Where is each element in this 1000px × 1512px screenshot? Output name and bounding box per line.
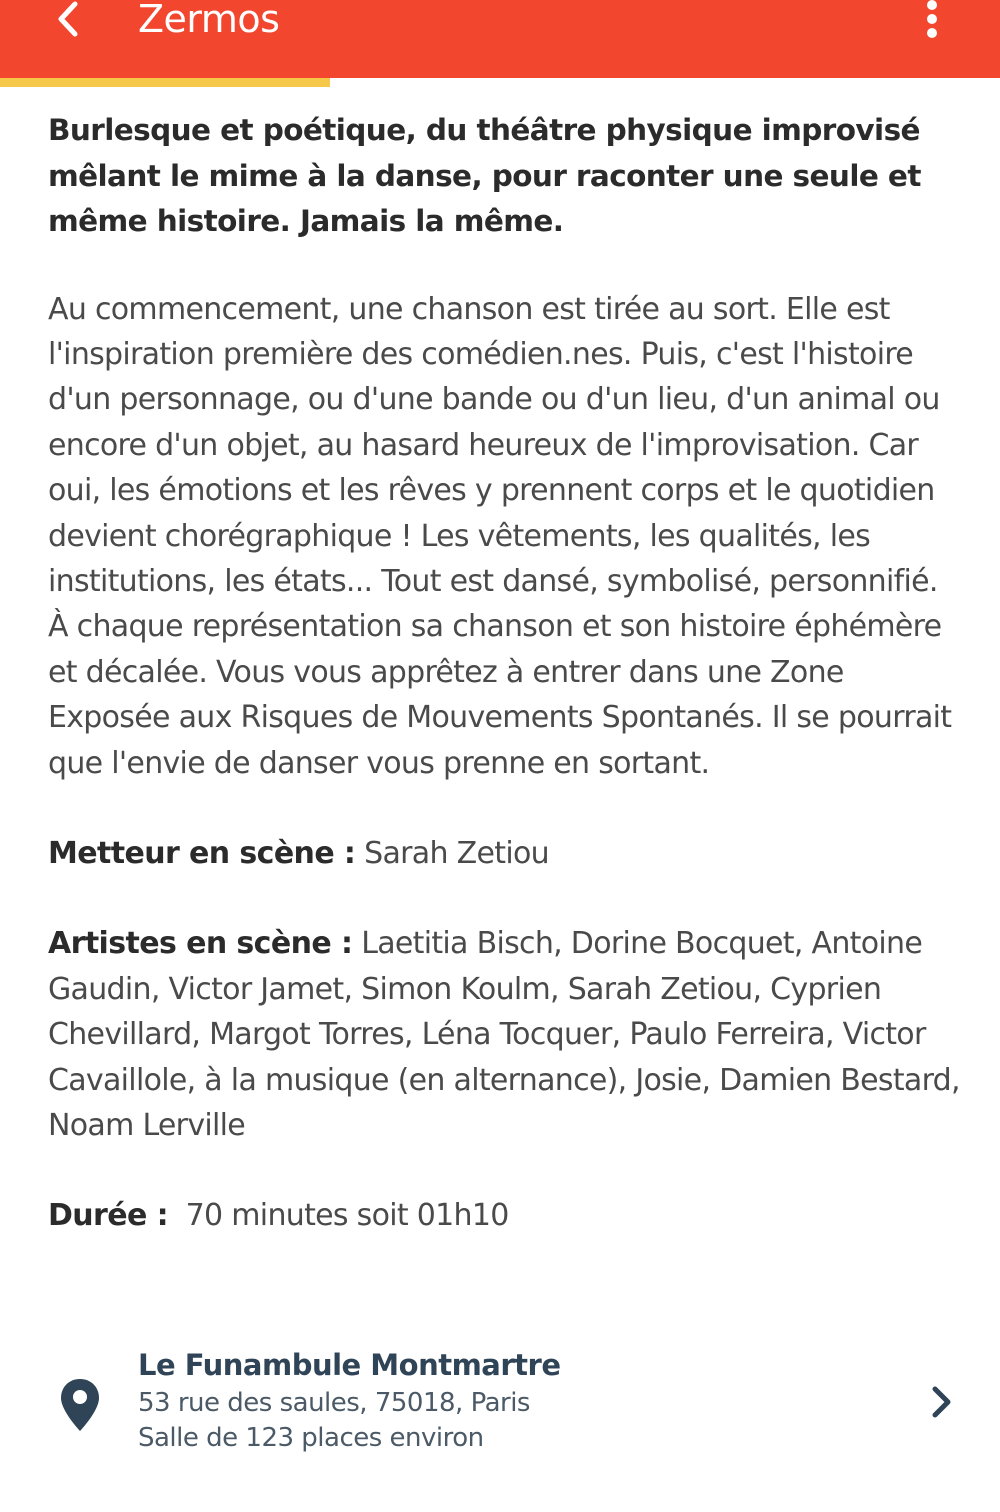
reading-progress-fill bbox=[0, 78, 330, 87]
app-bar bbox=[0, 0, 1000, 78]
venue-capacity: Salle de 123 places environ bbox=[138, 1423, 484, 1453]
location-pin-icon bbox=[58, 1377, 102, 1433]
director-value: Sarah Zetiou bbox=[355, 835, 549, 871]
director-label: Metteur en scène : bbox=[48, 835, 356, 871]
duration-value: 70 minutes soit 01h10 bbox=[168, 1198, 509, 1234]
duration-line bbox=[48, 1193, 960, 1238]
chevron-right-icon bbox=[926, 1382, 958, 1422]
artists-value: Laetitia Bisch, Dorine Bocquet, Antoine Gaudin, Victor Jamet, Simon Koulm, Sarah Zetiou, Cyprien Chevillard, Margot Torres, Léna Tocquer, Paulo Ferreira, Victor Cavaillole, à la musique (en alternance), Josie, Damien Bestard, Noam Lerville bbox=[48, 926, 960, 1143]
chevron-left-icon bbox=[53, 0, 83, 44]
back-button[interactable] bbox=[44, 0, 92, 44]
duration-label: Durée : bbox=[48, 1198, 168, 1234]
artists-line bbox=[48, 921, 960, 1148]
more-vertical-icon bbox=[922, 0, 942, 44]
reading-progress-bar bbox=[0, 78, 1000, 87]
venue-card[interactable] bbox=[0, 1330, 1000, 1470]
event-description bbox=[48, 108, 960, 1239]
venue-address: 53 rue des saules, 75018, Paris bbox=[138, 1388, 530, 1418]
artists-label: Artistes en scène : bbox=[48, 926, 353, 962]
overflow-menu-button[interactable] bbox=[908, 0, 956, 44]
lead-paragraph: Burlesque et poétique, du théâtre physique improvisé mêlant le mime à la danse, pour raconter une seule et même histoire. Jamais la même. bbox=[48, 113, 921, 238]
director-line bbox=[48, 831, 960, 876]
venue-name: Le Funambule Montmartre bbox=[138, 1348, 561, 1382]
app-title: Zermos bbox=[138, 0, 280, 41]
description-paragraph: Au commencement, une chanson est tirée au sort. Elle est l'inspiration première des comédien.nes. Puis, c'est l'histoire d'un personnage, ou d'une bande ou d'un lieu, d'un animal ou encore d'un objet, au hasard heureux de l'improvisation. Car oui, les émotions et les rêves y prennent corps et le quotidien devient chorégraphique ! Les vêtements, les qualités, les institutions, les états... Tout est dansé, symbolisé, personnifié. À chaque représentation sa chanson et son histoire éphémère et décalée. Vous vous apprêtez à entrer dans une Zone Exposée aux Risques de Mouvements Spontanés. Il se pourrait que l'envie de danser vous prenne en sortant. bbox=[48, 291, 952, 781]
